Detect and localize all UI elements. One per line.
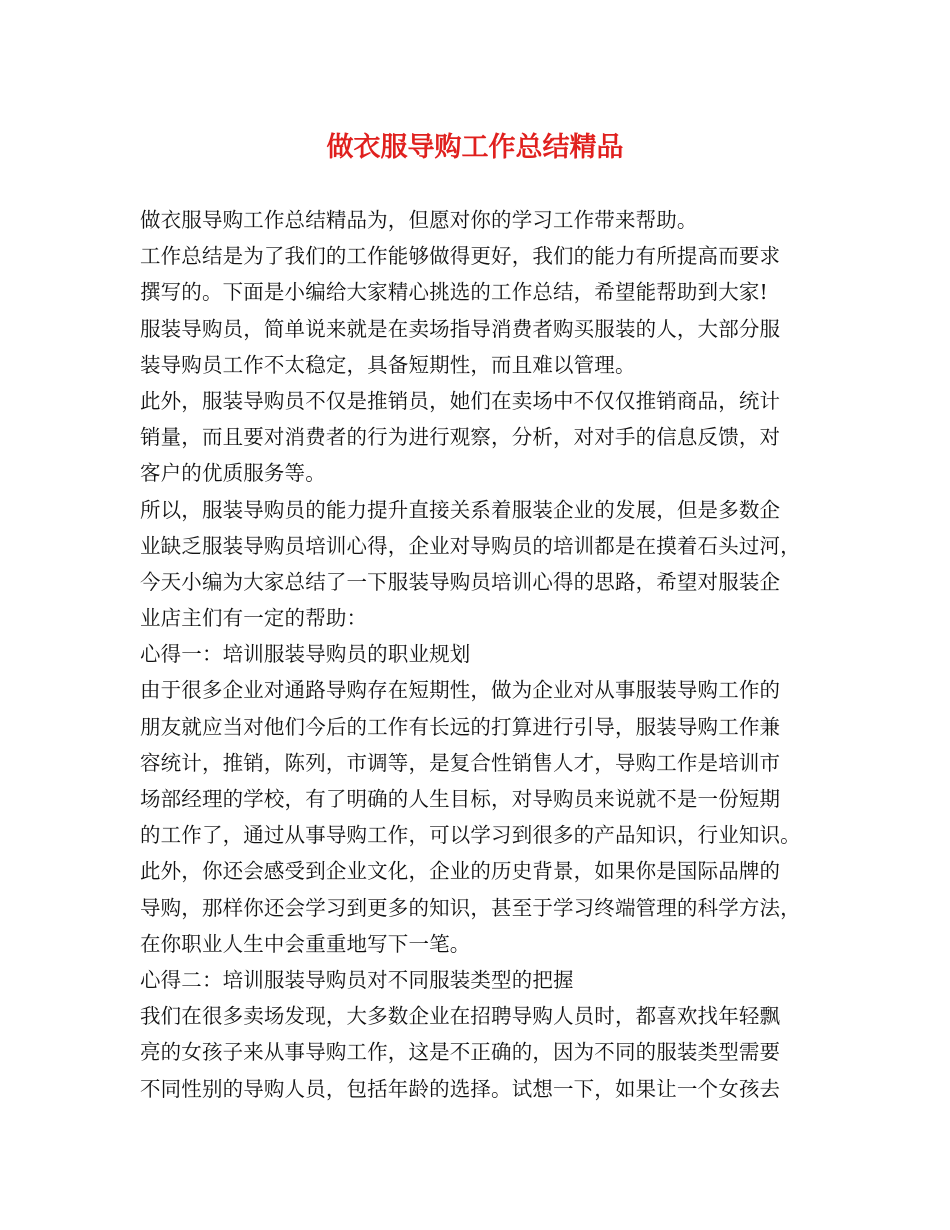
text-line: 不同性别的导购人员，包括年龄的选择。试想一下，如果让一个女孩去 [140, 1076, 781, 1101]
text-line: 装导购员工作不太稳定，具备短期性，而且难以管理。 [140, 352, 636, 377]
text-line: 客户的优质服务等。 [140, 461, 326, 486]
text-line: 的工作了，通过从事导购工作，可以学习到很多的产品知识，行业知识。 [140, 823, 801, 848]
text-line: 由于很多企业对通路导购存在短期性，做为企业对从事服装导购工作的 [140, 678, 781, 703]
text-line: 心得一：培训服装导购员的职业规划 [140, 642, 471, 667]
text-line: 业缺乏服装导购员培训心得，企业对导购员的培训都是在摸着石头过河， [140, 533, 801, 558]
text-line: 今天小编为大家总结了一下服装导购员培训心得的思路，希望对服装企 [140, 569, 781, 594]
text-line: 工作总结是为了我们的工作能够做得更好，我们的能力有所提高而要求 [140, 244, 781, 269]
text-line: 容统计，推销，陈列，市调等，是复合性销售人才，导购工作是培训市 [140, 750, 781, 775]
text-line: 在你职业人生中会重重地写下一笔。 [140, 931, 471, 956]
text-line: 导购，那样你还会学习到更多的知识，甚至于学习终端管理的科学方法， [140, 895, 801, 920]
text-line: 所以，服装导购员的能力提升直接关系着服装企业的发展，但是多数企 [140, 497, 781, 522]
text-line: 做衣服导购工作总结精品为，但愿对你的学习工作带来帮助。 [140, 208, 698, 232]
text-line: 场部经理的学校，有了明确的人生目标，对导购员来说就不是一份短期 [140, 787, 781, 811]
text-line: 撰写的。下面是小编给大家精心挑选的工作总结，希望能帮助到大家! [140, 280, 768, 305]
document-body [140, 202, 840, 1107]
text-line: 销量，而且要对消费者的行为进行观察，分析，对对手的信息反馈，对 [140, 425, 781, 450]
text-line: 我们在很多卖场发现，大多数企业在招聘导购人员时，都喜欢找年轻飘 [140, 1004, 781, 1029]
text-line: 朋友就应当对他们今后的工作有长远的打算进行引导，服装导购工作兼 [140, 714, 781, 739]
document-title: 做衣服导购工作总结精品 [326, 132, 624, 163]
text-line: 心得二：培训服装导购员对不同服装类型的把握 [140, 967, 574, 992]
text-line: 服装导购员，简单说来就是在卖场指导消费者购买服装的人，大部分服 [140, 316, 781, 341]
text-line: 业店主们有一定的帮助： [140, 606, 368, 631]
text-line: 此外，服装导购员不仅是推销员，她们在卖场中不仅仅推销商品，统计 [140, 388, 781, 413]
text-line: 亮的女孩子来从事导购工作，这是不正确的，因为不同的服装类型需要 [140, 1040, 781, 1065]
text-line: 此外，你还会感受到企业文化，企业的历史背景，如果你是国际品牌的 [140, 859, 781, 884]
